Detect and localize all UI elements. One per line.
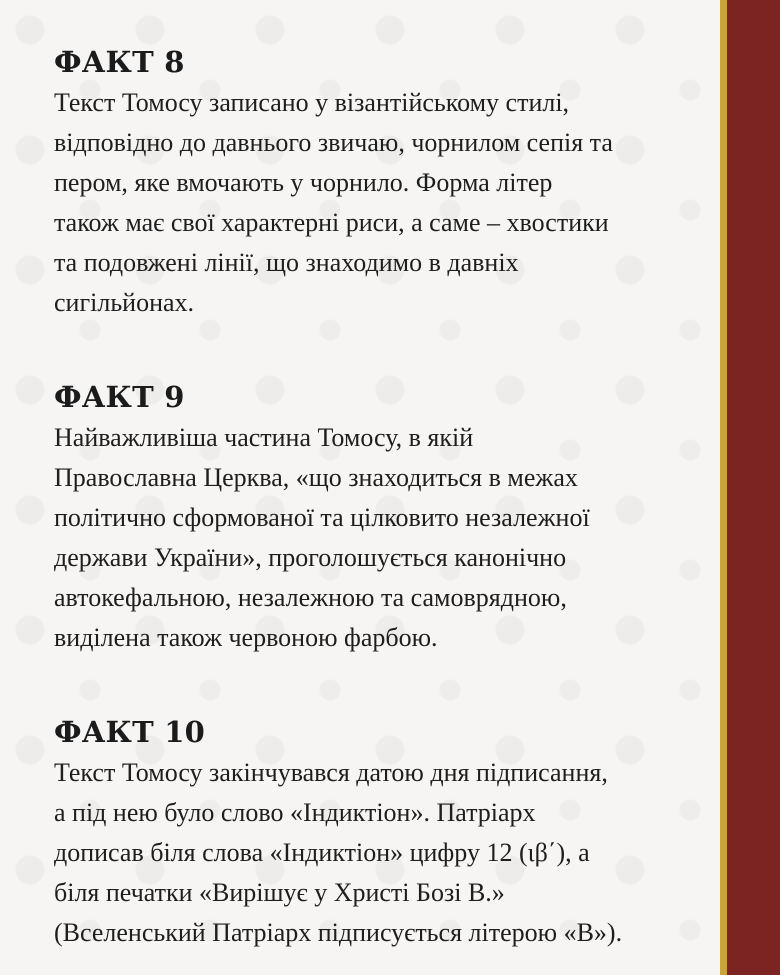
fact-9-title: ФАКТ 9 xyxy=(54,380,185,414)
gold-stripe xyxy=(720,0,727,975)
fact-8 xyxy=(54,42,704,323)
fact-9 xyxy=(54,377,704,658)
fact-10 xyxy=(54,712,704,953)
fact-10-text: Текст Томосу закінчувався датою дня підписання, а під нею було слово «Індиктіон». Патріарх дописав біля слова «Індиктіон» цифру 12 (ιβ΄), а біля печатки «Вирішує у Христі Бозі В.» (Вселенський Патріарх підписується літерою «В»). xyxy=(54,758,623,947)
facts-content xyxy=(54,42,704,953)
fact-10-title: ФАКТ 10 xyxy=(54,715,205,749)
fact-8-text: Текст Томосу записано у візантійському стилі, відповідно до давнього звичаю, чорнилом сепія та пером, яке вмочають у чорнило. Форма літер також має свої характерні риси, а саме – хвостики та подовжені лінії, що знаходимо в давніх сигільйонах. xyxy=(54,88,613,317)
fact-8-title: ФАКТ 8 xyxy=(54,45,185,79)
fact-9-text: Найважливіша частина Томосу, в якій Православна Церква, «що знаходиться в межах політично сформованої та цілковито незалежної держави України», проголошується канонічно автокефальною, незалежною та самоврядною, виділена також червоною фарбою. xyxy=(54,423,590,652)
red-side-band xyxy=(727,0,780,975)
